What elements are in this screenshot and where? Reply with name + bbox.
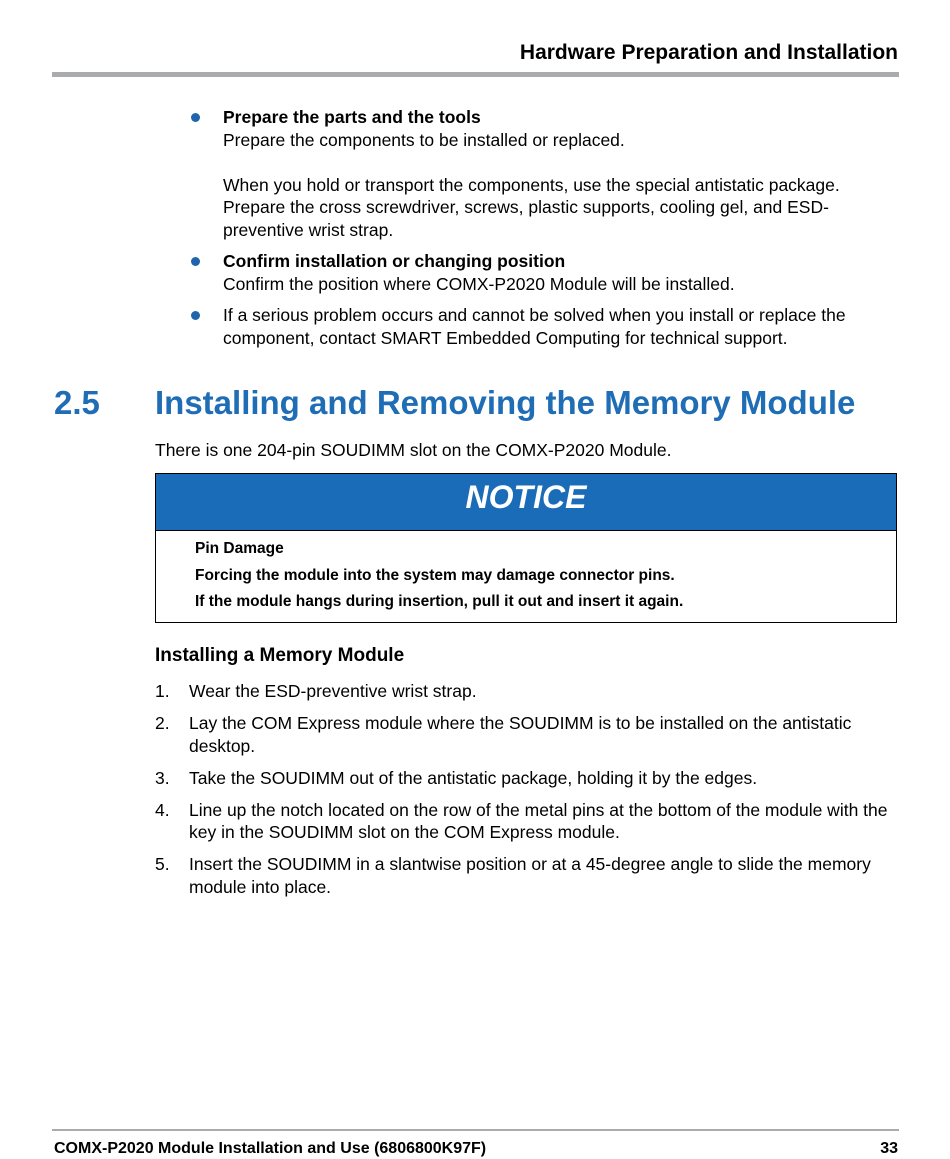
step-text: Line up the notch located on the row of the metal pins at the bottom of the module with the key in the SOUDIMM slot on the COM Express module. bbox=[189, 799, 888, 842]
step-number: 3. bbox=[155, 767, 170, 788]
bullet-item-prepare-parts bbox=[190, 106, 900, 241]
notice-line: Forcing the module into the system may damage connector pins. bbox=[195, 566, 675, 584]
section-number: 2.5 bbox=[54, 384, 100, 421]
bullet-paragraph: When you hold or transport the components, use the special antistatic package. Prepare the cross screwdriver, screws, plastic supports, cooling gel, and ESD-preventive wrist strap. bbox=[223, 174, 840, 240]
footer-doc-title: COMX-P2020 Module Installation and Use (6806800K97F) bbox=[54, 1140, 487, 1157]
header-divider bbox=[52, 72, 899, 77]
bullet-body: Prepare the components to be installed or replaced. bbox=[223, 129, 625, 150]
preparation-bullet-list bbox=[190, 106, 900, 358]
section-title: Installing and Removing the Memory Module bbox=[155, 384, 856, 421]
notice-body bbox=[156, 531, 896, 616]
page-header-title: Hardware Preparation and Installation bbox=[519, 41, 898, 64]
install-step bbox=[155, 767, 900, 790]
bullet-heading: Prepare the parts and the tools bbox=[223, 107, 481, 127]
notice-line: If the module hangs during insertion, pull it out and insert it again. bbox=[195, 593, 684, 610]
step-text: Insert the SOUDIMM in a slantwise position or at a 45-degree angle to slide the memory module into place. bbox=[189, 854, 871, 897]
install-subheading: Installing a Memory Module bbox=[155, 645, 405, 666]
step-number: 5. bbox=[155, 854, 170, 874]
bullet-body: Confirm the position where COMX-P2020 Module will be installed. bbox=[223, 273, 735, 294]
step-text: Take the SOUDIMM out of the antistatic package, holding it by the edges. bbox=[189, 767, 758, 788]
bullet-heading: Confirm installation or changing position bbox=[223, 251, 566, 271]
step-number: 2. bbox=[155, 713, 170, 733]
install-steps-list bbox=[155, 680, 900, 908]
section-intro: There is one 204-pin SOUDIMM slot on the COMX-P2020 Module. bbox=[155, 440, 672, 460]
step-number: 1. bbox=[155, 681, 170, 701]
step-text: Wear the ESD-preventive wrist strap. bbox=[189, 681, 477, 701]
install-step bbox=[155, 799, 900, 844]
notice-line: Pin Damage bbox=[195, 540, 284, 557]
step-number: 4. bbox=[155, 799, 170, 820]
notice-box bbox=[155, 473, 897, 623]
step-text: Lay the COM Express module where the SOUDIMM is to be installed on the antistatic desktop. bbox=[189, 713, 852, 756]
bullet-item-confirm-position bbox=[190, 250, 900, 295]
notice-label: NOTICE bbox=[156, 474, 896, 531]
install-step bbox=[155, 680, 900, 703]
footer-divider bbox=[52, 1129, 899, 1131]
install-step bbox=[155, 712, 900, 757]
bullet-dot-icon bbox=[191, 113, 200, 122]
bullet-item-support bbox=[190, 304, 900, 349]
footer-page-number: 33 bbox=[880, 1140, 898, 1157]
install-step bbox=[155, 853, 900, 898]
bullet-dot-icon bbox=[191, 311, 200, 320]
bullet-dot-icon bbox=[191, 257, 200, 266]
bullet-body: If a serious problem occurs and cannot be solved when you install or replace the component, contact SMART Embedded Computing for technical support. bbox=[223, 305, 846, 348]
